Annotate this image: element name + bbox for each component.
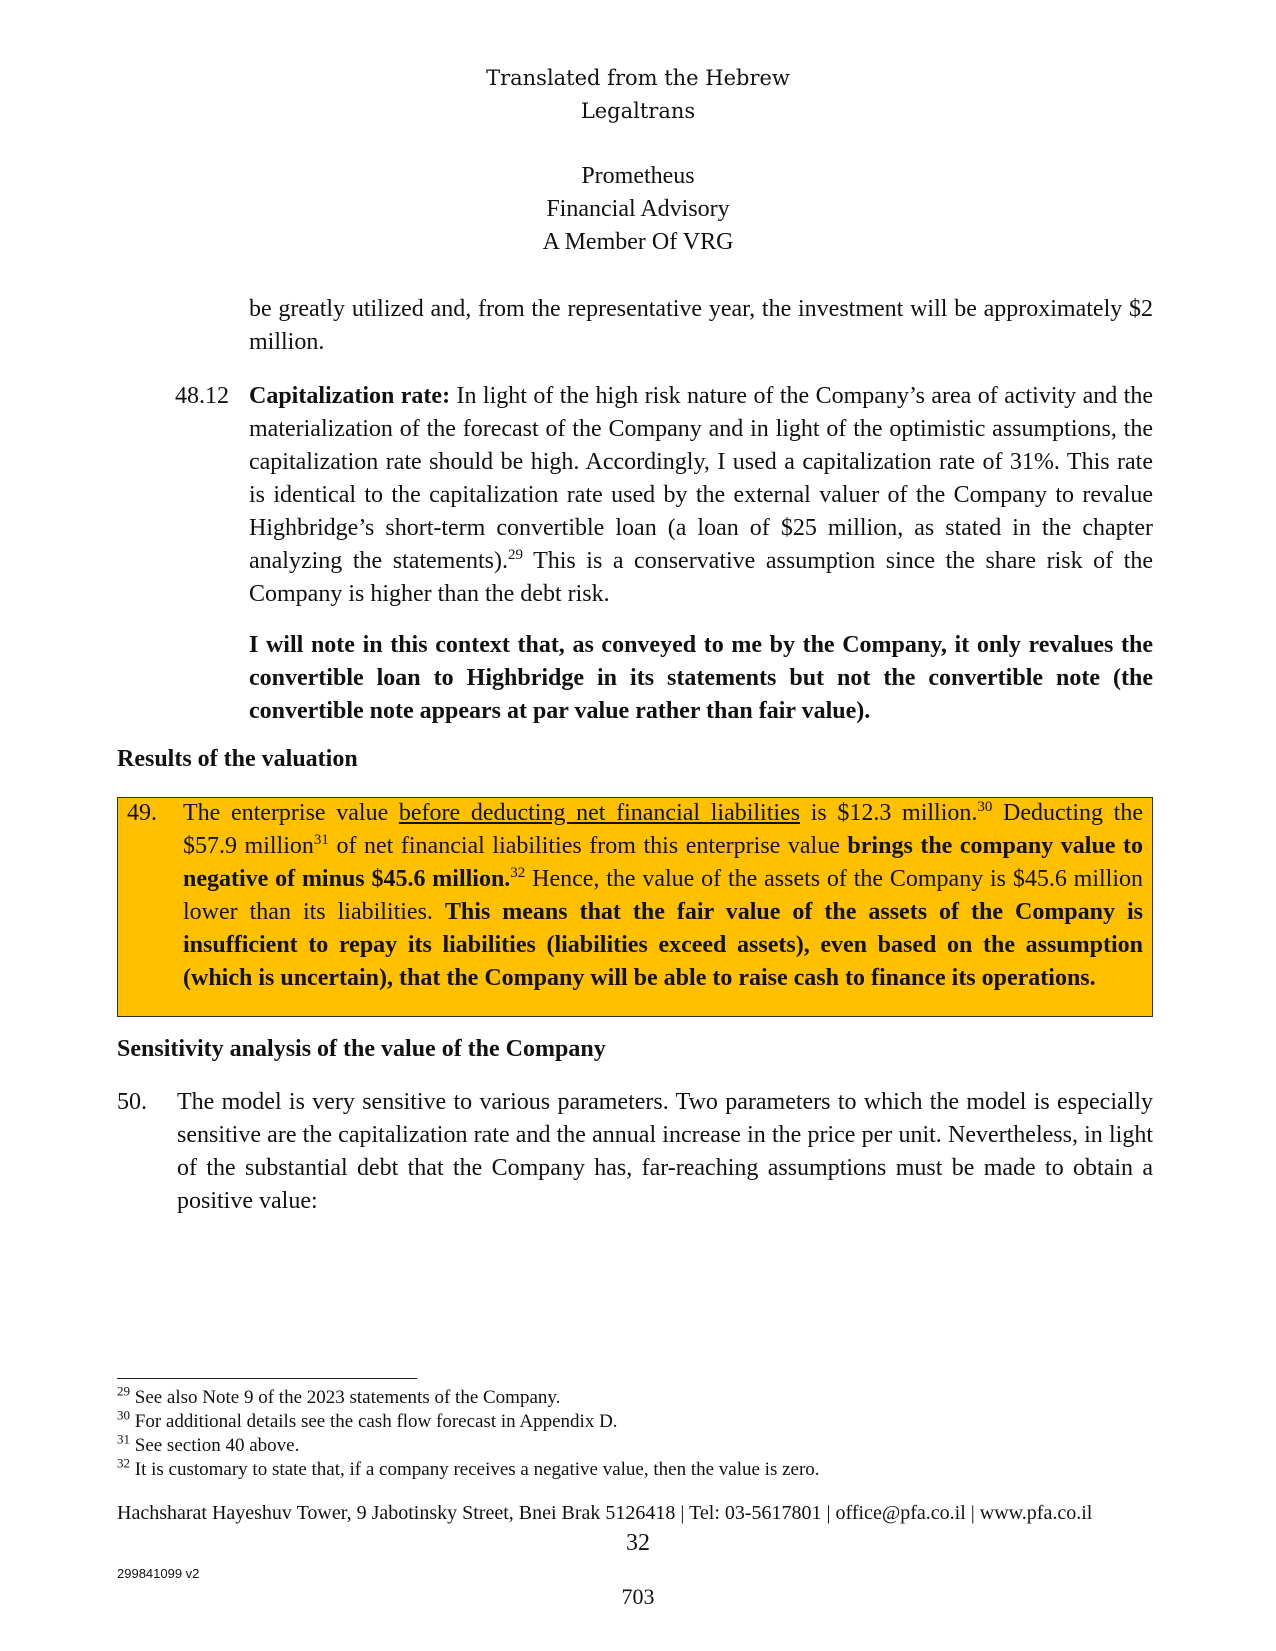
footnote-29: [117, 1383, 561, 1410]
firm-header: [0, 160, 1276, 259]
s49-text-1: The enterprise value: [183, 800, 399, 826]
translated-line: Translated from the Hebrew: [486, 66, 790, 90]
s49-text-3: Deducting the $57.9 million: [183, 800, 1144, 859]
footnote-number: 29: [117, 1383, 130, 1399]
s49-text-4: of net financial liabilities from this enterprise value: [328, 833, 848, 859]
footnote-text: See also Note 9 of the 2023 statements of the Company.: [130, 1387, 561, 1408]
footnote-number: 32: [117, 1455, 130, 1471]
section-number-48-12: 48.12: [175, 383, 229, 409]
section-number-49: 49.: [127, 800, 157, 826]
results-heading: Results of the valuation: [117, 746, 358, 772]
footnote-text: For additional details see the cash flow forecast in Appendix D.: [130, 1411, 618, 1432]
footnote-31: [117, 1431, 300, 1458]
s49-text-5: Hence, the value of the assets of the Company is $45.6 million lower than its liabilities.: [183, 866, 1144, 925]
section-number-50: 50.: [117, 1089, 147, 1115]
section-49-paragraph: [183, 797, 1143, 995]
footnote-ref-29: 29: [508, 547, 523, 563]
footnote-number: 31: [117, 1431, 130, 1447]
document-id: 299841099 v2: [117, 1566, 200, 1581]
section-48-12-note: [249, 629, 1153, 728]
translator-name: Legaltrans: [580, 99, 696, 123]
firm-subtitle: Financial Advisory: [546, 196, 730, 222]
section-50-text: The model is very sensitive to various parameters. Two parameters to which the model is especially sensitive are the capitalization rate and the annual increase in the price per unit. Nevertheless, in light of the substantial debt that the Company has, far-reaching assumptions must be made to obtain a positive value:: [177, 1089, 1153, 1214]
footnote-30: [117, 1407, 618, 1434]
section-48-12-paragraph: [249, 380, 1153, 611]
footnote-32: [117, 1455, 820, 1482]
footnote-text: It is customary to state that, if a company receives a negative value, then the value is zero.: [130, 1459, 820, 1480]
footnote-ref-32: 32: [510, 865, 526, 881]
page-number: 32: [626, 1530, 650, 1556]
continuation-text: be greatly utilized and, from the representative year, the investment will be approximately $2 million.: [249, 296, 1153, 355]
footnote-separator: [117, 1378, 417, 1379]
s49-bold-text-2: This means that the fair value of the assets of the Company is insufficient to repay its liabilities (liabilities exceed assets), even based on the assumption (which is uncertain), that the Company will be able to raise cash to finance its operations.: [183, 899, 1143, 991]
section-48-12-text2: This is a conservative assumption since the share risk of the Company is higher than the debt risk.: [249, 548, 1153, 607]
footnote-number: 30: [117, 1407, 130, 1423]
section-50-paragraph: [177, 1086, 1153, 1218]
sensitivity-heading: Sensitivity analysis of the value of the Company: [117, 1036, 606, 1062]
s49-underlined-text: before deducting net financial liabilities: [398, 800, 801, 826]
capitalization-rate-lead: Capitalization rate:: [249, 383, 451, 409]
s49-text-2: is $12.3 million.: [800, 800, 978, 826]
translation-header: [0, 62, 1276, 128]
continuation-paragraph: [249, 293, 1153, 359]
footnote-ref-30: 30: [977, 799, 993, 815]
bates-number: 703: [621, 1584, 655, 1609]
firm-member: A Member Of VRG: [542, 229, 734, 255]
note-bold-text: I will note in this context that, as conveyed to me by the Company, it only revalues the convertible loan to Highbridge in its statements but not the convertible note (the convertible note appears at par value rather than fair value).: [249, 632, 1153, 724]
footer-address: Hachsharat Hayeshuv Tower, 9 Jabotinsky Street, Bnei Brak 5126418 | Tel: 03-5617801 | office@pfa.co.il | www.pfa.co.il: [117, 1502, 1093, 1524]
section-48-12-text1: In light of the high risk nature of the Company’s area of activity and the materialization of the forecast of the Company and in light of the optimistic assumptions, the capitalization rate should be high. Accordingly, I used a capitalization rate of 31%. This rate is identical to the capitalization rate used by the external valuer of the Company to revalue Highbridge’s short-term convertible loan (a loan of $25 million, as stated in the chapter analyzing the statements).: [249, 383, 1154, 574]
footnote-ref-31: 31: [313, 832, 329, 848]
firm-name: Prometheus: [581, 163, 695, 189]
footnote-text: See section 40 above.: [130, 1435, 300, 1456]
s49-bold-text-1: brings the company value to negative of minus $45.6 million.: [183, 833, 1143, 892]
